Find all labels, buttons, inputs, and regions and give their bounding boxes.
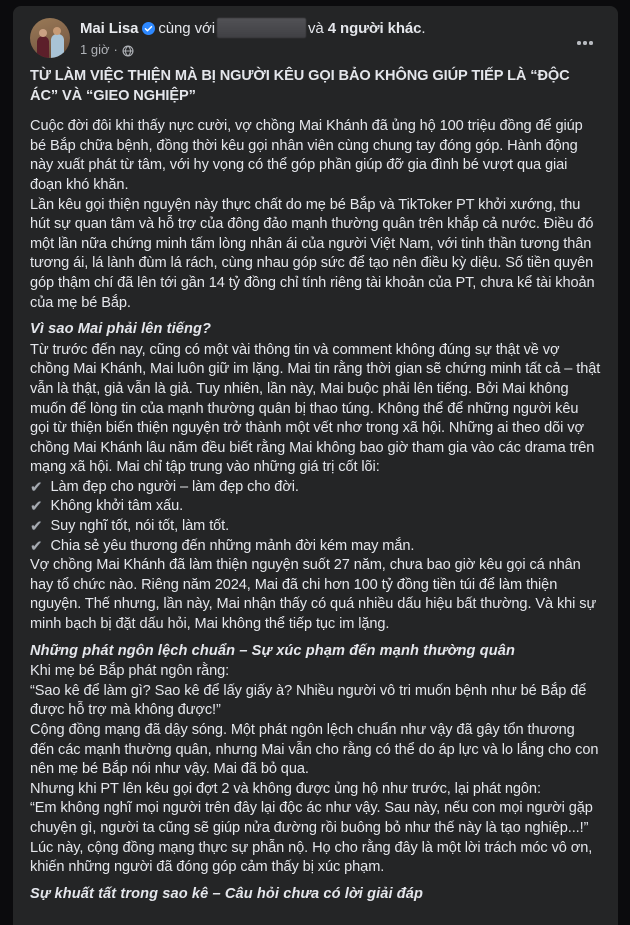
- post-paragraph: Lần kêu gọi thiện nguyện này thực chất do mẹ bé Bắp và TikToker PT khởi xướng, thu hút sự quan tâm và hỗ trợ của đông đảo mạnh thường quân trên khắp cả nước. Điều đó một lần nữa chứng minh tấm lòng nhân ái của người Việt Nam, với tinh thần tương thân tương ái, lá lành đùm lá rách, cùng nhau góp sức để tạo nên điều kỳ diệu. Số tiền quyên góp thậm chí đã lên tới gần 14 tỷ đồng chỉ tính riêng tài khoản của PT, chưa kể tài khoản của mẹ bé Bắp.: [30, 196, 595, 311]
- post-card: [13, 6, 618, 925]
- timestamp[interactable]: 1 giờ: [80, 42, 110, 57]
- author-name[interactable]: Mai Lisa: [80, 20, 139, 37]
- post-paragraph: Từ trước đến nay, cũng có một vài thông tin và comment không đúng sự thật về vợ chồng Mai Khánh, Mai luôn giữ im lặng. Mai tin rằng thời gian sẽ chứng minh tất cả – thật vẫn là thật, giả vẫn là giả. Tuy nhiên, lần này, Mai buộc phải lên tiếng. Bởi Mai không muốn để lòng tin của mạnh thường quân bị thao túng. Không thể để những người kêu gọi từ thiện biến thiện nguyện trở thành một vết nhơ trong xã hội. Những ai theo dõi vợ chồng Mai Khánh lâu năm đều biết rằng Mai không bao giờ tham gia vào các drama trên mạng xã hội. Mai chỉ tập trung vào những giá trị cốt lõi:: [30, 341, 601, 476]
- checklist-text: Làm đẹp cho người – làm đẹp cho đời.: [50, 478, 299, 495]
- post-paragraph: “Sao kê để làm gì? Sao kê để lấy giấy à? Nhiều người vô tri muốn bệnh như bé Bắp để được hỗ trợ mà không được!”: [30, 682, 587, 719]
- verified-badge-icon: [142, 21, 155, 34]
- check-icon: ✔: [30, 537, 43, 555]
- more-dot: [577, 41, 581, 45]
- more-options-button[interactable]: [569, 30, 601, 56]
- post-body: [22, 67, 609, 904]
- timestamp-line[interactable]: [80, 41, 609, 58]
- redacted-name-blur: [217, 18, 306, 38]
- checklist-item: [30, 517, 601, 537]
- more-dot: [583, 41, 587, 45]
- and-word: và: [307, 20, 324, 37]
- check-icon: ✔: [30, 478, 43, 496]
- checklist-text: Không khởi tâm xấu.: [50, 498, 184, 515]
- checklist-item: [30, 478, 601, 498]
- dot-separator: ·: [113, 42, 118, 57]
- checklist-item: [30, 497, 601, 517]
- post-paragraph: Lúc này, cộng đồng mạng thực sự phẫn nộ. Họ cho rằng đây là một lời trách móc vô ơn, khiến những người đã đóng góp cảm thấy bị xúc phạm.: [30, 839, 593, 876]
- more-dot: [589, 41, 593, 45]
- sentence-period: .: [421, 20, 426, 37]
- check-icon: ✔: [30, 498, 43, 516]
- others-link[interactable]: 4 người khác: [327, 20, 422, 37]
- checklist-text: Suy nghĩ tốt, nói tốt, làm tốt.: [50, 518, 230, 535]
- post-paragraph: Cuộc đời đôi khi thấy nực cười, vợ chồng Mai Khánh đã ủng hộ 100 triệu đồng để giúp bé Bắp chữa bệnh, đồng thời kêu gọi nhân viên cùng chung tay đóng góp. Hành động này xuất phát từ tâm, với hy vọng có thể góp phần giúp đỡ gia đình bé vượt qua giai đoạn khó khăn.: [30, 118, 583, 193]
- post-paragraph: Cộng đồng mạng đã dậy sóng. Một phát ngôn lệch chuẩn như vậy đã gây tổn thương đến các mạnh thường quân, nhưng Mai vẫn cho rằng có thể do áp lực và lo lắng cho con nên mẹ bé Bắp nói như vậy. Mai đã bỏ qua.: [30, 722, 599, 778]
- post-header: [22, 18, 609, 58]
- with-prefix: cùng với: [158, 20, 215, 37]
- section-heading: Vì sao Mai phải lên tiếng?: [30, 321, 211, 338]
- checklist-text: Chia sẻ yêu thương đến những mảnh đời kém may mắn.: [50, 537, 415, 554]
- avatar-figure-left: [37, 36, 49, 58]
- post-paragraph: “Em không nghĩ mọi người trên đây lại độc ác như vậy. Sau này, nếu con mọi người gặp chuyện gì, người ta cũng sẽ giúp nửa đường rồi buông bỏ như thế này là tạo nghiệp...!”: [30, 800, 593, 836]
- post-title: TỪ LÀM VIỆC THIỆN MÀ BỊ NGƯỜI KÊU GỌI BẢO KHÔNG GIÚP TIẾP LÀ “ĐỘC ÁC” VÀ “GIEO NGHIỆP”: [30, 68, 570, 104]
- avatar-figure-right: [51, 34, 64, 58]
- avatar[interactable]: [30, 18, 70, 58]
- globe-public-icon: [122, 44, 134, 56]
- name-line: [80, 18, 609, 39]
- post-paragraph: Khi mẹ bé Bắp phát ngôn rằng:: [30, 663, 230, 680]
- checklist-item: [30, 537, 601, 557]
- header-text: [80, 18, 609, 58]
- section-heading: Những phát ngôn lệch chuẩn – Sự xúc phạm đến mạnh thường quân: [30, 642, 515, 659]
- check-icon: ✔: [30, 518, 43, 536]
- section-heading: Sự khuất tất trong sao kê – Câu hỏi chưa có lời giải đáp: [30, 885, 424, 902]
- post-paragraph: Nhưng khi PT lên kêu gọi đợt 2 và không được ủng hộ như trước, lại phát ngôn:: [30, 780, 541, 797]
- post-paragraph: Vợ chồng Mai Khánh đã làm thiện nguyện suốt 27 năm, chưa bao giờ kêu gọi cá nhân hay tổ chức nào. Riêng năm 2024, Mai đã chi hơn 100 tỷ đồng tiền túi để làm thiện nguyện. Thế nhưng, lần này, Mai nhận thấy có quá nhiều dấu hiệu bất thường. Và khi sự minh bạch bị đặt dấu hỏi, Mai không thể tiếp tục im lặng.: [30, 557, 597, 633]
